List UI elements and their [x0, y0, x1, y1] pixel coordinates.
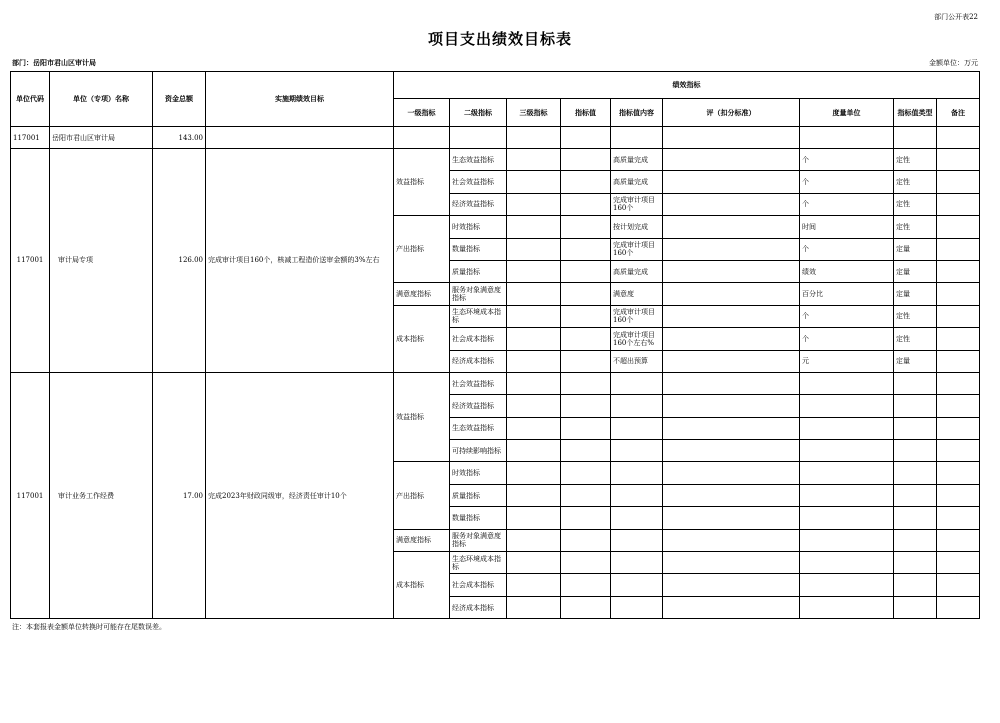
indicator-content — [611, 462, 663, 484]
measure-unit: 个 — [800, 149, 894, 171]
table-row — [11, 149, 980, 171]
scoring-standard — [663, 484, 800, 506]
header-indicators: 绩效指标 — [394, 72, 980, 99]
indicator-value — [561, 216, 611, 238]
remark — [937, 193, 980, 215]
footnote: 注：本套报表金额单位转换时可能存在尾数误差。 — [12, 623, 166, 631]
indicator-content: 完成审计项目160个 — [611, 305, 663, 327]
header-value: 指标值 — [561, 99, 611, 127]
remark — [937, 328, 980, 350]
value-type — [894, 440, 937, 462]
indicator-content — [611, 596, 663, 618]
remark — [937, 462, 980, 484]
value-type: 定量 — [894, 238, 937, 260]
scoring-standard — [663, 462, 800, 484]
value-type — [894, 529, 937, 551]
table-row — [11, 372, 980, 394]
indicator-value — [561, 484, 611, 506]
level3-indicator — [507, 596, 561, 618]
indicator-content — [611, 372, 663, 394]
scoring-standard — [663, 574, 800, 596]
remark — [937, 484, 980, 506]
remark — [937, 238, 980, 260]
level3-indicator — [507, 328, 561, 350]
level3-indicator — [507, 440, 561, 462]
value-type: 定性 — [894, 149, 937, 171]
department-label: 部门：岳阳市君山区审计局 — [12, 58, 96, 67]
level1-indicator: 成本指标 — [394, 305, 450, 372]
header-remark: 备注 — [937, 99, 980, 127]
measure-unit: 时间 — [800, 216, 894, 238]
indicator-content: 高质量完成 — [611, 260, 663, 282]
level2-indicator: 经济成本指标 — [450, 350, 507, 372]
measure-unit — [800, 462, 894, 484]
indicator-content: 按计划完成 — [611, 216, 663, 238]
summary-target — [206, 127, 394, 149]
value-type — [894, 574, 937, 596]
remark — [937, 260, 980, 282]
indicator-content — [611, 417, 663, 439]
remark — [937, 529, 980, 551]
header-target: 实施期绩效目标 — [206, 72, 394, 127]
level3-indicator — [507, 372, 561, 394]
indicator-value — [561, 596, 611, 618]
indicator-content — [611, 440, 663, 462]
project-target: 完成2023年财政同级审，经济责任审计10个 — [206, 372, 394, 618]
scoring-standard — [663, 216, 800, 238]
header-amount: 资金总额 — [153, 72, 206, 127]
level2-indicator: 时效指标 — [450, 216, 507, 238]
measure-unit: 百分比 — [800, 283, 894, 305]
remark — [937, 372, 980, 394]
level3-indicator — [507, 305, 561, 327]
remark — [937, 596, 980, 618]
indicator-value — [561, 417, 611, 439]
indicator-content: 完成审计项目160个 — [611, 238, 663, 260]
level2-indicator: 生态效益指标 — [450, 149, 507, 171]
value-type — [894, 395, 937, 417]
indicator-content — [611, 484, 663, 506]
indicator-value — [561, 507, 611, 529]
measure-unit — [800, 417, 894, 439]
indicator-content — [611, 529, 663, 551]
measure-unit — [800, 507, 894, 529]
measure-unit: 个 — [800, 305, 894, 327]
level1-indicator: 满意度指标 — [394, 529, 450, 551]
level2-indicator: 质量指标 — [450, 260, 507, 282]
value-type: 定量 — [894, 283, 937, 305]
level1-indicator: 产出指标 — [394, 216, 450, 283]
level3-indicator — [507, 529, 561, 551]
remark — [937, 574, 980, 596]
level2-indicator: 数量指标 — [450, 507, 507, 529]
level2-indicator: 服务对象满意度指标 — [450, 529, 507, 551]
performance-target-table — [10, 71, 980, 619]
scoring-standard — [663, 171, 800, 193]
measure-unit — [800, 574, 894, 596]
header-content: 指标值内容 — [611, 99, 663, 127]
value-type: 定量 — [894, 260, 937, 282]
indicator-value — [561, 574, 611, 596]
scoring-standard — [663, 529, 800, 551]
level3-indicator — [507, 395, 561, 417]
indicator-content: 高质量完成 — [611, 149, 663, 171]
remark — [937, 171, 980, 193]
project-amount: 126.00 — [153, 149, 206, 373]
scoring-standard — [663, 372, 800, 394]
project-amount: 17.00 — [153, 372, 206, 618]
level1-indicator: 满意度指标 — [394, 283, 450, 305]
indicator-value — [561, 328, 611, 350]
indicator-value — [561, 552, 611, 574]
measure-unit: 个 — [800, 328, 894, 350]
measure-unit: 个 — [800, 238, 894, 260]
header-valtype: 指标值类型 — [894, 99, 937, 127]
scoring-standard — [663, 260, 800, 282]
scoring-standard — [663, 417, 800, 439]
level3-indicator — [507, 216, 561, 238]
header-code: 单位代码 — [11, 72, 50, 127]
level1-indicator: 成本指标 — [394, 552, 450, 619]
level3-indicator — [507, 552, 561, 574]
level2-indicator: 社会效益指标 — [450, 372, 507, 394]
indicator-value — [561, 440, 611, 462]
value-type — [894, 417, 937, 439]
remark — [937, 507, 980, 529]
scoring-standard — [663, 149, 800, 171]
indicator-value — [561, 149, 611, 171]
indicator-value — [561, 529, 611, 551]
indicator-content — [611, 507, 663, 529]
value-type — [894, 462, 937, 484]
indicator-content — [611, 552, 663, 574]
level2-indicator: 服务对象满意度指标 — [450, 283, 507, 305]
value-type — [894, 596, 937, 618]
level3-indicator — [507, 149, 561, 171]
scoring-standard — [663, 193, 800, 215]
scoring-standard — [663, 440, 800, 462]
level2-indicator: 生态效益指标 — [450, 417, 507, 439]
level2-indicator: 时效指标 — [450, 462, 507, 484]
level3-indicator — [507, 484, 561, 506]
indicator-value — [561, 305, 611, 327]
project-code: 117001 — [11, 372, 50, 618]
level2-indicator: 可持续影响指标 — [450, 440, 507, 462]
header-level2: 二级指标 — [450, 99, 507, 127]
project-name: 审计局专项 — [50, 149, 153, 373]
header-score: 评（扣分标准） — [663, 99, 800, 127]
level3-indicator — [507, 507, 561, 529]
indicator-value — [561, 193, 611, 215]
header-level1: 一级指标 — [394, 99, 450, 127]
level1-indicator: 效益指标 — [394, 372, 450, 462]
indicator-value — [561, 350, 611, 372]
value-type: 定性 — [894, 305, 937, 327]
indicator-value — [561, 462, 611, 484]
table-number-label: 部门公开表22 — [934, 13, 978, 21]
remark — [937, 552, 980, 574]
measure-unit: 个 — [800, 193, 894, 215]
value-type: 定性 — [894, 171, 937, 193]
indicator-value — [561, 238, 611, 260]
remark — [937, 216, 980, 238]
indicator-value — [561, 283, 611, 305]
indicator-content: 完成审计项目160个左右% — [611, 328, 663, 350]
value-type — [894, 484, 937, 506]
summary-amount: 143.00 — [153, 127, 206, 149]
level2-indicator: 质量指标 — [450, 484, 507, 506]
measure-unit — [800, 484, 894, 506]
level2-indicator: 社会成本指标 — [450, 574, 507, 596]
value-type — [894, 552, 937, 574]
indicator-content: 完成审计项目160个 — [611, 193, 663, 215]
level1-indicator: 产出指标 — [394, 462, 450, 529]
summary-code: 117001 — [11, 127, 50, 149]
measure-unit: 绩效 — [800, 260, 894, 282]
value-type: 定性 — [894, 216, 937, 238]
level2-indicator: 社会成本指标 — [450, 328, 507, 350]
level2-indicator: 经济效益指标 — [450, 395, 507, 417]
scoring-standard — [663, 395, 800, 417]
measure-unit — [800, 596, 894, 618]
remark — [937, 350, 980, 372]
scoring-standard — [663, 507, 800, 529]
level2-indicator: 数量指标 — [450, 238, 507, 260]
indicator-content — [611, 574, 663, 596]
indicator-value — [561, 171, 611, 193]
level3-indicator — [507, 171, 561, 193]
summary-name: 岳阳市君山区审计局 — [50, 127, 153, 149]
summary-row — [11, 127, 980, 149]
level2-indicator: 社会效益指标 — [450, 171, 507, 193]
level3-indicator — [507, 283, 561, 305]
scoring-standard — [663, 283, 800, 305]
value-type: 定量 — [894, 350, 937, 372]
level2-indicator: 经济成本指标 — [450, 596, 507, 618]
measure-unit: 个 — [800, 171, 894, 193]
remark — [937, 440, 980, 462]
level1-indicator: 效益指标 — [394, 149, 450, 216]
remark — [937, 395, 980, 417]
level3-indicator — [507, 193, 561, 215]
scoring-standard — [663, 305, 800, 327]
remark — [937, 417, 980, 439]
value-type: 定性 — [894, 193, 937, 215]
level3-indicator — [507, 350, 561, 372]
scoring-standard — [663, 596, 800, 618]
scoring-standard — [663, 328, 800, 350]
indicator-value — [561, 260, 611, 282]
measure-unit — [800, 372, 894, 394]
header-measure: 度量单位 — [800, 99, 894, 127]
indicator-content — [611, 395, 663, 417]
amount-unit-label: 金额单位：万元 — [929, 59, 978, 67]
level3-indicator — [507, 238, 561, 260]
indicator-value — [561, 372, 611, 394]
measure-unit — [800, 395, 894, 417]
project-target: 完成审计项目160个，核减工程造价送审金额的3%左右 — [206, 149, 394, 373]
header-level3: 三级指标 — [507, 99, 561, 127]
level3-indicator — [507, 417, 561, 439]
remark — [937, 283, 980, 305]
level2-indicator: 经济效益指标 — [450, 193, 507, 215]
scoring-standard — [663, 350, 800, 372]
scoring-standard — [663, 238, 800, 260]
level3-indicator — [507, 462, 561, 484]
measure-unit: 元 — [800, 350, 894, 372]
measure-unit — [800, 552, 894, 574]
project-code: 117001 — [11, 149, 50, 373]
indicator-content: 高质量完成 — [611, 171, 663, 193]
indicator-content: 满意度 — [611, 283, 663, 305]
measure-unit — [800, 529, 894, 551]
value-type — [894, 507, 937, 529]
value-type: 定性 — [894, 328, 937, 350]
page-title: 项目支出绩效目标表 — [427, 30, 572, 48]
scoring-standard — [663, 552, 800, 574]
header-name: 单位（专项）名称 — [50, 72, 153, 127]
value-type — [894, 372, 937, 394]
level3-indicator — [507, 574, 561, 596]
indicator-value — [561, 395, 611, 417]
level2-indicator: 生态环境成本指标 — [450, 552, 507, 574]
measure-unit — [800, 440, 894, 462]
level2-indicator: 生态环境成本指标 — [450, 305, 507, 327]
project-name: 审计业务工作经费 — [50, 372, 153, 618]
level3-indicator — [507, 260, 561, 282]
remark — [937, 305, 980, 327]
remark — [937, 149, 980, 171]
indicator-content: 不超出预算 — [611, 350, 663, 372]
